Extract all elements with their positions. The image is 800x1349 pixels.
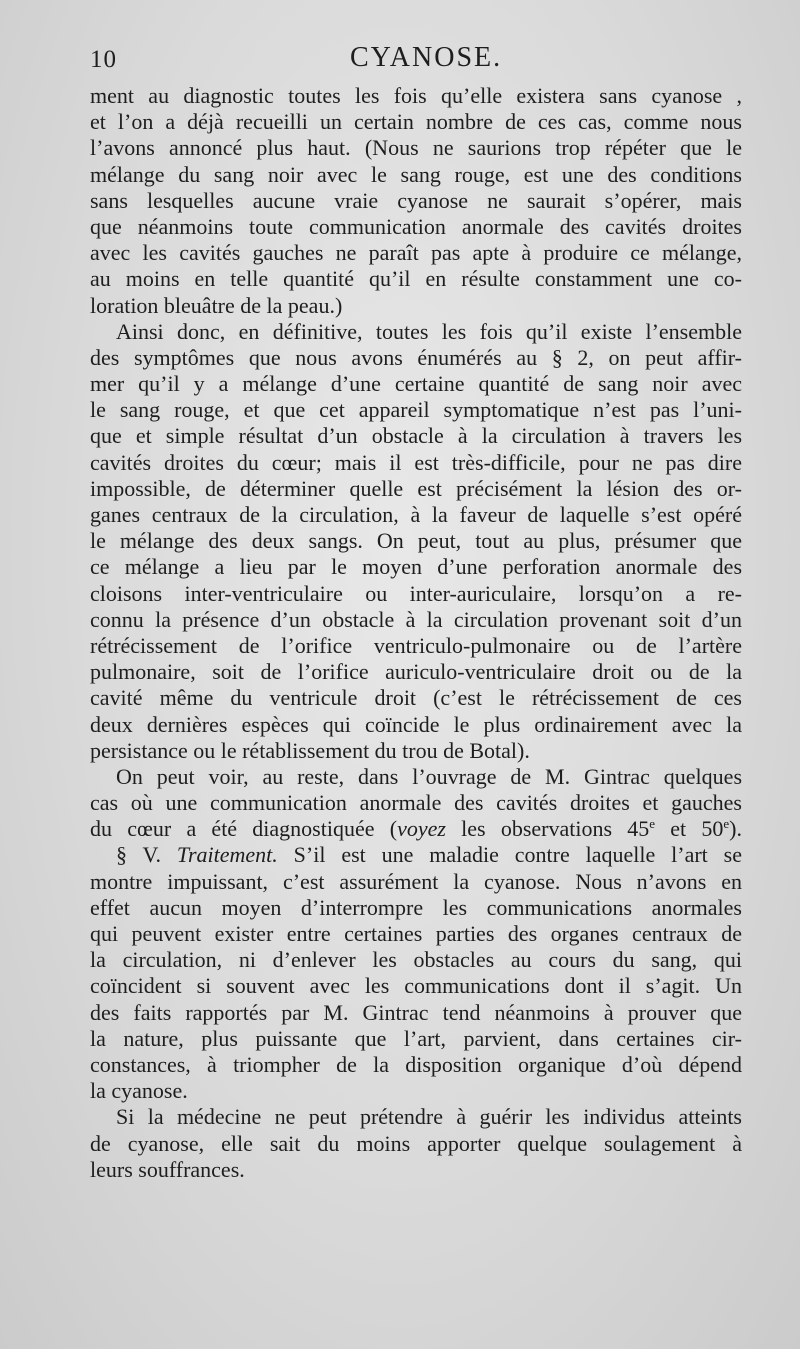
text-fragment-sup1: e: [649, 816, 656, 832]
text-line-l40: Si la médecine ne peut prétendre à guérir les individus atteints: [116, 1104, 742, 1130]
text-line-l34: la circulation, ni d’enlever les obstacles au cours du sang, qui: [90, 947, 742, 973]
running-title: CYANOSE.: [350, 42, 503, 73]
page-number: 10: [90, 46, 117, 73]
text-line-l23: pulmonaire, soit de l’orifice auriculo-ventriculaire droit ou de la: [90, 659, 742, 685]
text-line-l14: que et simple résultat d’un obstacle à la circulation à travers les: [90, 423, 742, 449]
text-line-l20: cloisons inter-ventriculaire ou inter-auriculaire, lorsqu’on a re-: [90, 580, 742, 606]
text-line-l04: mélange du sang noir avec le sang rouge, est une des conditions: [90, 161, 742, 187]
text-line-l09: loration bleuâtre de la peau.): [90, 292, 343, 318]
text-line-l02: et l’on a déjà recueilli un certain nombre de ces cas, comme nous: [90, 109, 742, 135]
text-line-l29: [90, 816, 742, 842]
text-line-l22: rétrécissement de l’orifice ventriculo-pulmonaire ou de l’artère: [90, 632, 742, 658]
text-line-l38: constances, à triompher de la disposition organique d’où dépend: [90, 1051, 742, 1077]
text-line-l05: sans lesquelles aucune vraie cyanose ne saurait s’opérer, mais: [90, 187, 742, 213]
text-line-l01: ment au diagnostic toutes les fois qu’elle existera sans cyanose ,: [90, 83, 742, 108]
text-fragment-after: les observations 45: [445, 816, 650, 842]
text-line-l15: cavités droites du cœur; mais il est très-difficile, pour ne pas dire: [90, 449, 742, 475]
text-line-l07: avec les cavités gauches ne paraît pas apte à produire ce mélange,: [90, 240, 742, 266]
text-line-l03: l’avons annoncé plus haut. (Nous ne saurions trop répéter que le: [90, 135, 742, 161]
text-line-l17: ganes centraux de la circulation, à la faveur de laquelle s’est opéré: [90, 502, 742, 527]
text-line-l18: le mélange des deux sangs. On peut, tout au plus, présumer que: [90, 528, 742, 554]
text-fragment-italic: voyez: [397, 816, 446, 842]
text-line-l06: que néanmoins toute communication anormale des cavités droites: [90, 213, 742, 239]
text-line-l33: qui peuvent exister entre certaines parties des organes centraux de: [90, 921, 742, 946]
text-line-l32: effet aucun moyen d’interrompre les communications anormales: [90, 894, 742, 920]
text-line-l27: On peut voir, au reste, dans l’ouvrage de M. Gintrac quelques: [116, 763, 742, 789]
text-fragment-after: S’il est une maladie contre laquelle l’art se: [277, 842, 742, 868]
text-line-l13: le sang rouge, et que cet appareil symptomatique n’est pas l’uni-: [90, 397, 742, 423]
text-fragment-before: du cœur a été diagnostiquée (: [90, 816, 398, 842]
text-line-l42: leurs souffrances.: [90, 1156, 245, 1182]
text-line-l30: [90, 842, 742, 868]
text-line-l08: au moins en telle quantité qu’il en résulte constamment une co-: [90, 266, 742, 292]
body-text: [90, 83, 742, 1183]
text-line-l11: des symptômes que nous avons énumérés au § 2, on peut affir-: [90, 344, 742, 370]
text-line-l31: montre impuissant, c’est assurément la cyanose. Nous n’avons en: [90, 868, 742, 894]
text-line-l21: connu la présence d’un obstacle à la circulation provenant soit d’un: [90, 606, 742, 632]
text-fragment-sup2: e: [723, 816, 730, 832]
text-line-l28: cas où une communication anormale des cavités droites et gauches: [90, 790, 742, 816]
text-line-l12: mer qu’il y a mélange d’une certaine quantité de sang noir avec: [90, 371, 742, 397]
text-line-l35: coïncident si souvent avec les communications dont il s’agit. Un: [90, 973, 742, 999]
text-line-l37: la nature, plus puissante que l’art, parvient, dans certaines cir-: [90, 1025, 742, 1051]
text-line-l25: deux dernières espèces qui coïncide le plus ordinairement avec la: [90, 711, 742, 737]
text-fragment-before: § V.: [116, 842, 177, 868]
text-line-l36: des faits rapportés par M. Gintrac tend néanmoins à prouver que: [90, 999, 742, 1025]
text-line-l39: la cyanose.: [90, 1078, 188, 1104]
text-fragment-end: ).: [729, 816, 742, 842]
page-header: [90, 42, 740, 78]
text-line-l26: persistance ou le rétablissement du trou de Botal).: [90, 737, 530, 763]
text-fragment-mid: et 50: [655, 816, 724, 842]
text-line-l19: ce mélange a lieu par le moyen d’une perforation anormale des: [90, 554, 742, 580]
text-line-l10: Ainsi donc, en définitive, toutes les fois qu’il existe l’ensemble: [116, 318, 742, 344]
text-fragment-italic: Traitement.: [176, 842, 278, 868]
text-line-l16: impossible, de déterminer quelle est précisément la lésion des or-: [90, 475, 742, 501]
text-line-l41: de cyanose, elle sait du moins apporter quelque soulagement à: [90, 1130, 742, 1156]
text-line-l24: cavité même du ventricule droit (c’est le rétrécissement de ces: [90, 685, 742, 711]
